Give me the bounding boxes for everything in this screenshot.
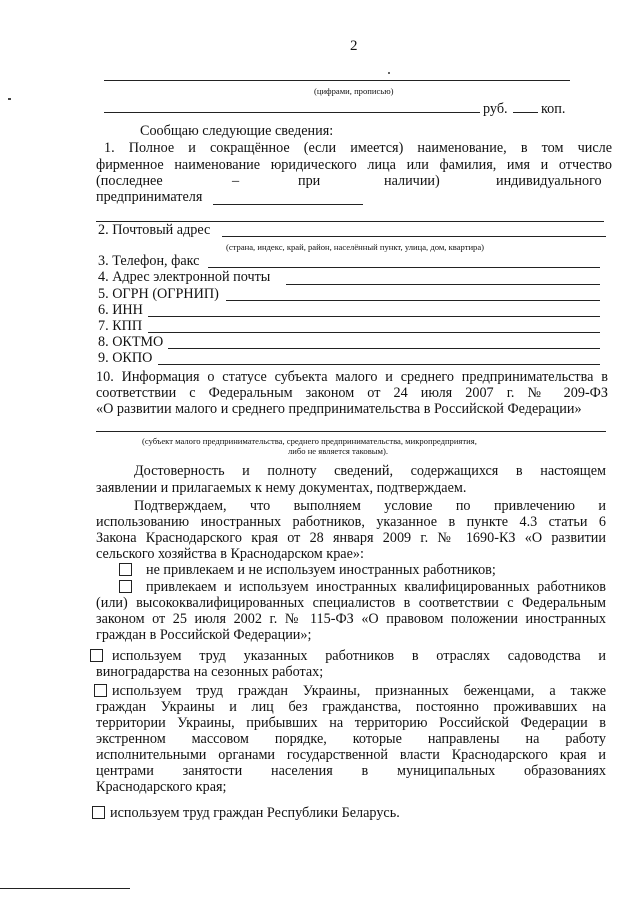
- sme-status-caption-1: (субъект малого предпринимательства, среднего предпринимательства, микропредприятия,: [142, 436, 477, 446]
- option4-line3: территории Украины, прибывших на территорию Российской Федерации в: [96, 715, 606, 731]
- item10-line3: «О развитии малого и среднего предпринимательства в Российской Федерации»: [96, 401, 582, 417]
- option2-line4: граждан в Российской Федерации»;: [96, 627, 312, 643]
- item10-line2: соответствии с Федеральным законом от 24 июля 2007 г. № 209-ФЗ: [96, 385, 608, 401]
- sme-status-caption-2: либо не является таковым).: [288, 446, 388, 456]
- scan-speck: [8, 98, 11, 100]
- okpo-line[interactable]: [158, 364, 600, 365]
- item8-label: 8. ОКТМО: [98, 334, 164, 350]
- option4-line2: граждан Украины и лиц без гражданства, постоянно проживавших на: [96, 699, 606, 715]
- option2-checkbox[interactable]: [119, 580, 132, 593]
- rub-label: руб.: [483, 101, 508, 117]
- item10-line1: 10. Информация о статусе субъекта малого и среднего предпринимательства в: [96, 369, 608, 385]
- item1-line1: 1. Полное и сокращённое (если имеется) наименование, в том числе: [104, 140, 612, 156]
- option4-checkbox[interactable]: [94, 684, 107, 697]
- postal-address-caption: (страна, индекс, край, район, населённый пункт, улица, дом, квартира): [226, 242, 485, 252]
- item9-label: 9. ОКПО: [98, 350, 153, 366]
- option4-line6: центрами занятости населения в муниципальных образованиях: [96, 763, 606, 779]
- intro-text: Сообщаю следующие сведения:: [140, 123, 334, 139]
- amount-caption: (цифрами, прописью): [314, 86, 394, 96]
- item1-line3c: при: [298, 173, 321, 189]
- item1-entry-line[interactable]: [213, 204, 363, 205]
- reliability-line2: заявлении и прилагаемых к нему документах, подтверждаем.: [96, 480, 467, 496]
- inn-line[interactable]: [148, 316, 600, 317]
- option4-line4: экстренном массовом порядке, которые направлены на работу: [96, 731, 606, 747]
- option4-line7: Краснодарского края;: [96, 779, 227, 795]
- reliability-line1: Достоверность и полноту сведений, содержащихся в настоящем: [134, 463, 606, 479]
- amount-rub-line[interactable]: [104, 112, 480, 113]
- confirm-line4: сельского хозяйства в Краснодарском крае»:: [96, 546, 364, 562]
- item2-label: 2. Почтовый адрес: [98, 222, 211, 238]
- amount-kop-line[interactable]: [513, 112, 538, 113]
- oktmo-line[interactable]: [168, 348, 600, 349]
- footnote-separator: [0, 888, 130, 889]
- confirm-line2: использованию иностранных работников, указанное в пункте 4.3 статьи 6: [96, 514, 606, 530]
- item3-label: 3. Телефон, факс: [98, 253, 200, 269]
- option3-checkbox[interactable]: [90, 649, 103, 662]
- option4-line1: используем труд граждан Украины, признанных беженцами, а также: [112, 683, 606, 699]
- item1-line3e: индивидуального: [496, 173, 602, 189]
- item6-label: 6. ИНН: [98, 302, 143, 318]
- item4-label: 4. Адрес электронной почты: [98, 269, 271, 285]
- kop-label: коп.: [541, 101, 566, 117]
- option5-checkbox[interactable]: [92, 806, 105, 819]
- option3-line1: используем труд указанных работников в отраслях садоводства и: [112, 648, 606, 664]
- item5-label: 5. ОГРН (ОГРНИП): [98, 286, 219, 302]
- item1-line2: фирменное наименование юридического лица или фамилия, имя и отчество: [96, 157, 612, 173]
- option2-line3: законом от 25 июля 2002 г. № 115-ФЗ «О правовом положении иностранных: [96, 611, 606, 627]
- ogrn-line[interactable]: [226, 300, 600, 301]
- item1-line3b: –: [232, 173, 240, 189]
- sme-status-line[interactable]: [96, 431, 606, 432]
- postal-address-line[interactable]: [222, 236, 606, 237]
- amount-line[interactable]: [104, 80, 570, 81]
- item1-line3d: наличии): [384, 173, 440, 189]
- option5-label: используем труд граждан Республики Беларусь.: [110, 805, 400, 821]
- confirm-line3: Закона Краснодарского края от 28 января 2009 г. № 1690-КЗ «О развитии: [96, 530, 606, 546]
- option1-label: не привлекаем и не используем иностранных работников;: [146, 562, 496, 578]
- item1-line3a: (последнее: [96, 173, 163, 189]
- option2-line2: (или) высококвалифицированных специалистов в соответствии с Федеральным: [96, 595, 606, 611]
- scan-speck: [388, 72, 390, 74]
- item7-label: 7. КПП: [98, 318, 143, 334]
- option1-checkbox[interactable]: [119, 563, 132, 576]
- option3-line2: виноградарства на сезонных работах;: [96, 664, 324, 680]
- option2-line1: привлекаем и используем иностранных квалифицированных работников: [146, 579, 606, 595]
- kpp-line[interactable]: [148, 332, 600, 333]
- option4-line5: исполнительными органами государственной власти Краснодарского края и: [96, 747, 606, 763]
- confirm-line1: Подтверждаем, что выполняем условие по привлечению и: [134, 498, 606, 514]
- page-number: 2: [350, 38, 358, 54]
- item1-line4: предпринимателя: [96, 189, 203, 205]
- email-line[interactable]: [286, 284, 600, 285]
- phone-fax-line[interactable]: [208, 267, 600, 268]
